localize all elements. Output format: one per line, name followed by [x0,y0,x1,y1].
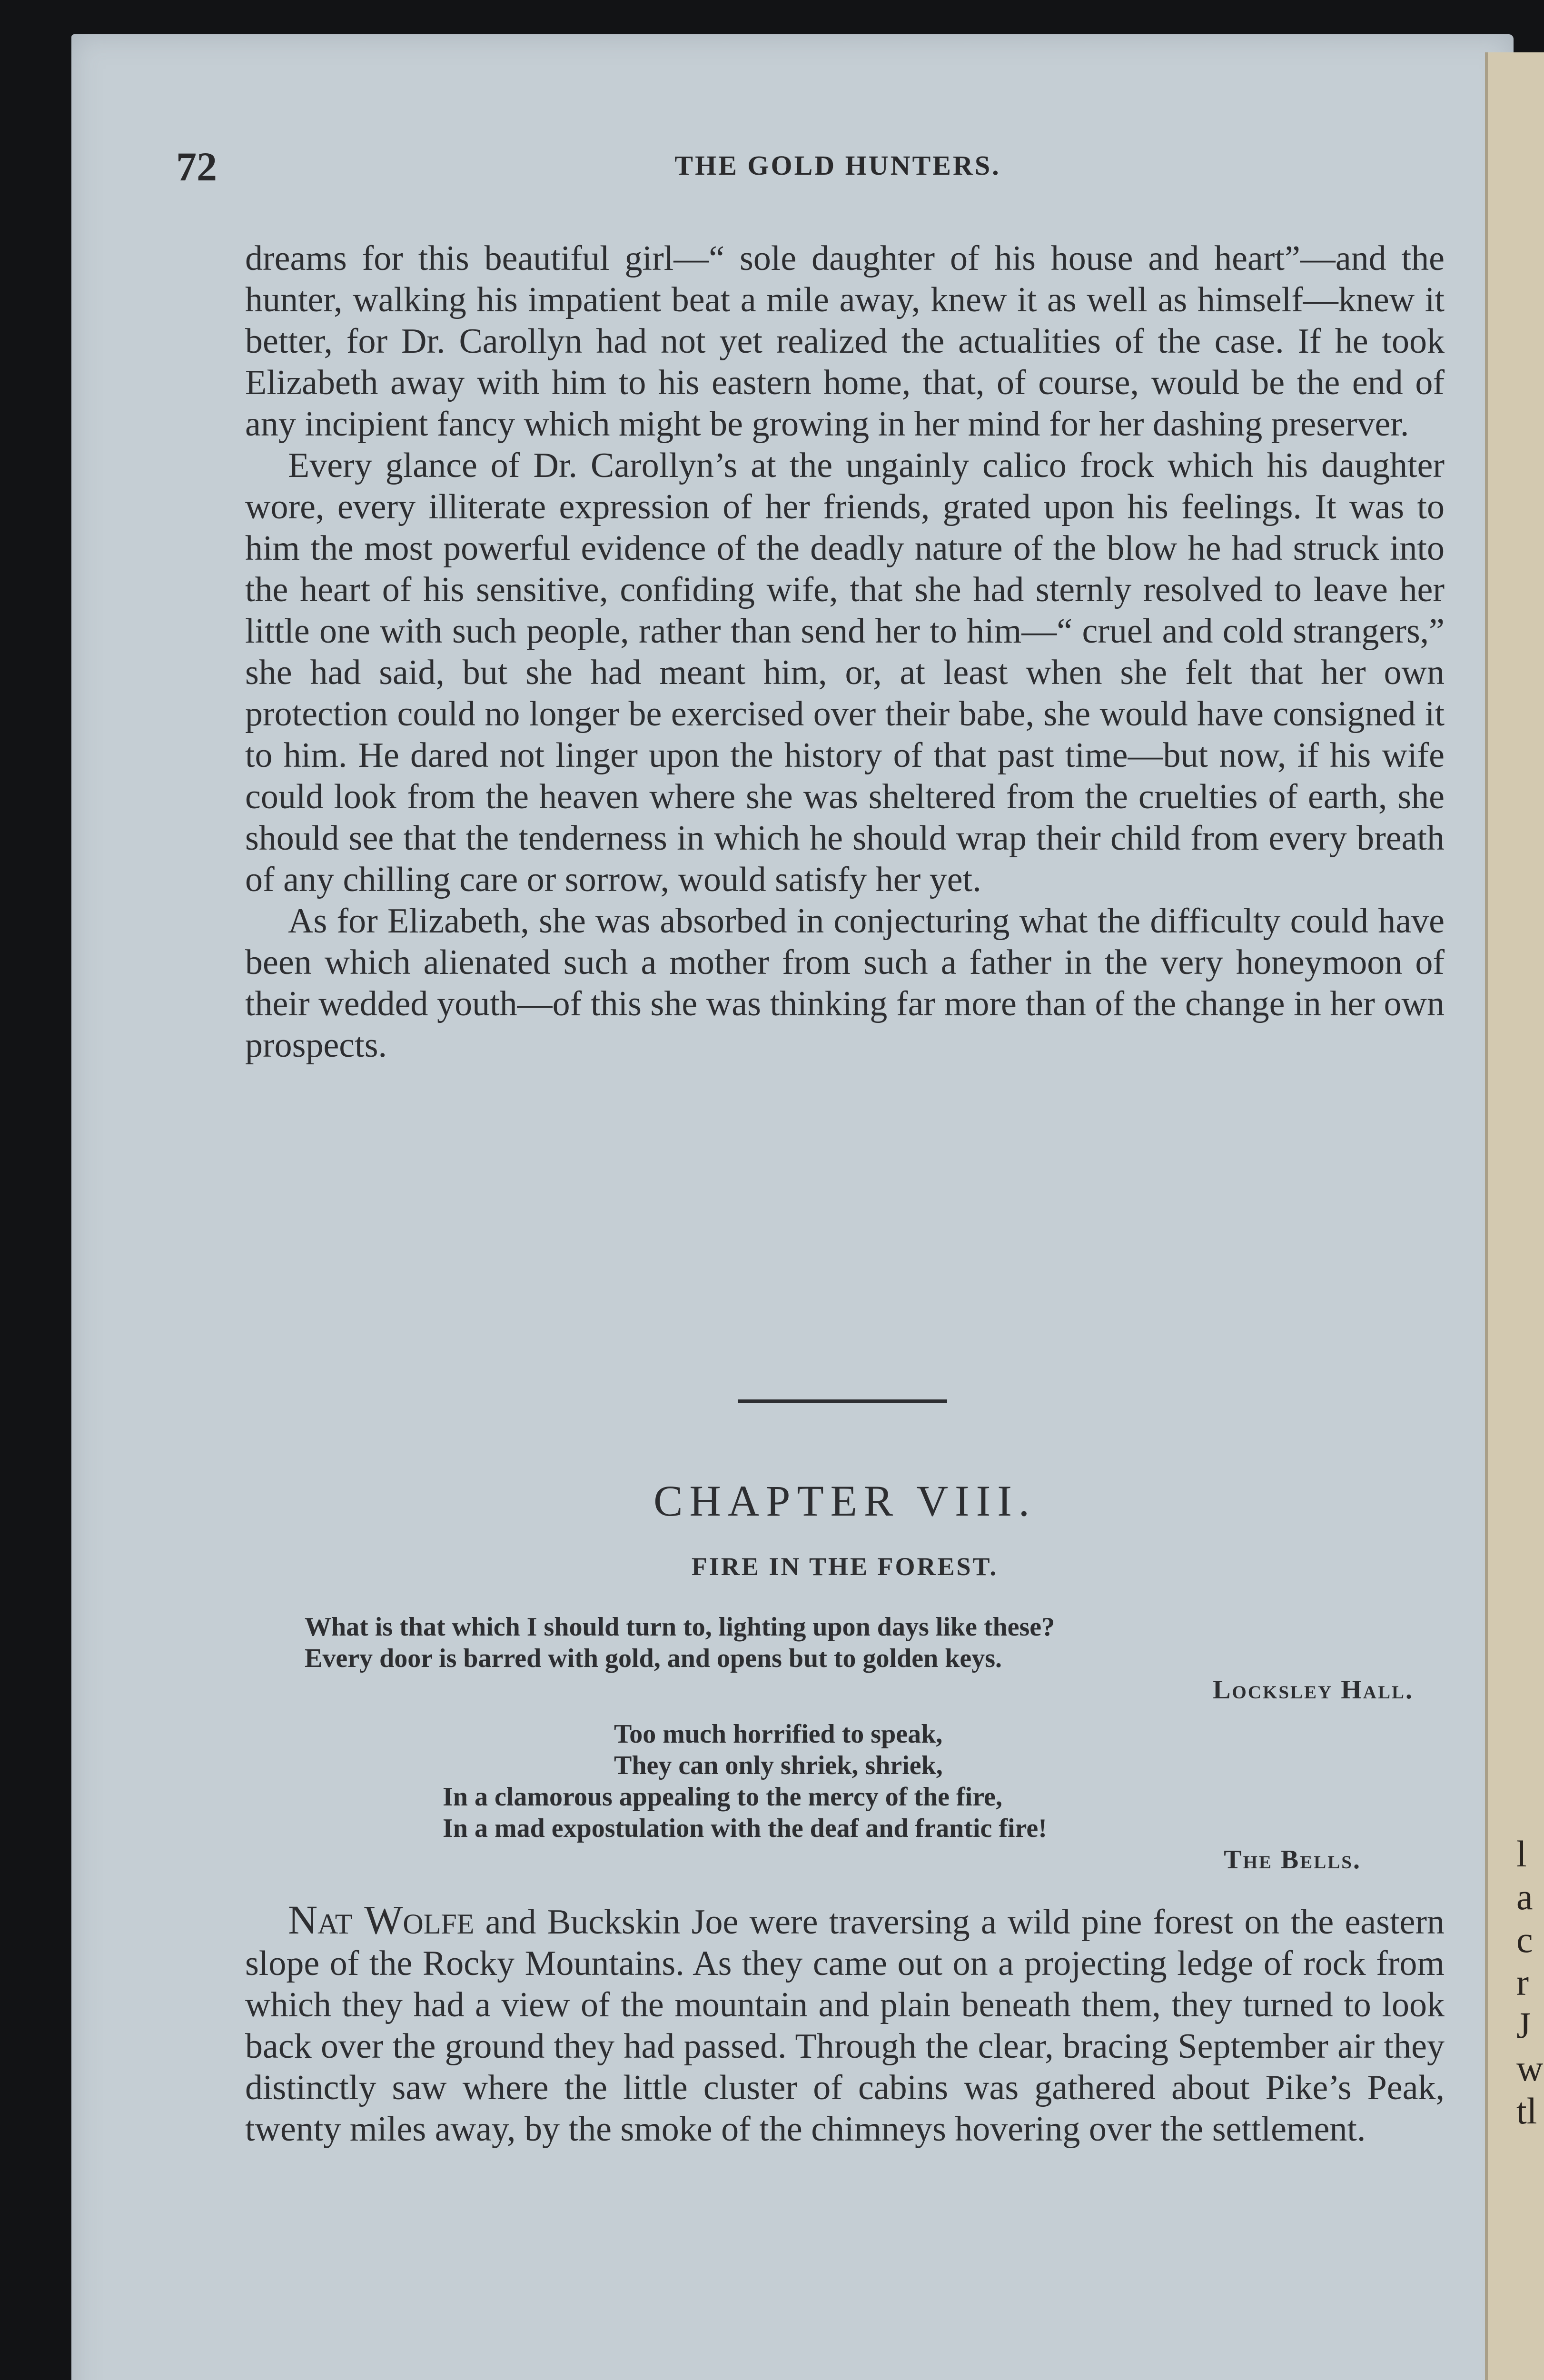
chapter-title: CHAPTER VIII. [653,1477,1036,1525]
paragraph: dreams for this beautiful girl—“ sole daughter of his house and heart”—and the hunter, walking his impatient beat a mile away, knew it as well as himself—knew it better, for Dr. Carollyn had not yet realized the actualities of the case. If he took Elizabeth away with him to his eastern home, that, of course, would be the end of any incipient fancy which might be growing in her mind for her dashing preserver. [245,239,1445,444]
chapter-subtitle: FIRE IN THE FOREST. [691,1552,999,1581]
epigraph-line: Every door is barred with gold, and opens but to golden keys. [305,1644,1002,1673]
section-divider [738,1399,947,1403]
edge-letter: tl [1516,2090,1537,2132]
epigraph-attribution: Locksley Hall. [1213,1675,1414,1705]
edge-letter: r [1516,1962,1529,2003]
epigraph-line: What is that which I should turn to, lighting upon days like these? [305,1612,1055,1642]
page-number: 72 [176,144,217,189]
epigraph-locksley-hall [305,1611,1414,1706]
opening-text: and Buckskin Joe were traversing a wild pine forest on the eastern slope of the Rocky Mountains. As they came out on a projecting ledge of rock from which they had a view of the mountain and plain beneath them, they turned to look back over the ground they had passed. Through the clear, bracing September air they distinctly saw where the little cluster of cabins was gathered about Pike’s Peak, twenty miles away, by the smoke of the chimneys hovering over the settlement. [245,1903,1445,2149]
chapter-opening [245,1899,1445,2150]
epigraph-the-bells [443,1718,1361,1875]
adjacent-page-letters [1516,1833,1544,2132]
paragraph: Every glance of Dr. Carollyn’s at the ungainly calico frock which his daughter wore, every illiterate expression of her friends, grated upon his feelings. It was to him the most powerful evidence of the deadly nature of the blow he had struck into the heart of his sensitive, confiding wife, that she had sternly resolved to leave her little one with such people, rather than send her to him—“ cruel and cold strangers,” she had said, but she had meant him, or, at least when she felt that her own protection could no longer be exercised over their babe, she would have consigned it to him. He dared not linger upon the history of that past time—but now, if his wife could look from the heaven where she was sheltered from the cruelties of earth, she should see that the tenderness in which he should wrap their child from every breath of any chilling care or sorrow, would satisfy her yet. [245,446,1445,899]
paragraph [245,1899,1445,2150]
epigraph-attribution: The Bells. [1224,1845,1361,1874]
epigraph-line: In a mad expostulation with the deaf and frantic fire! [443,1814,1047,1843]
epigraph-line: Too much horrified to speak, [614,1719,943,1749]
epigraph-line: In a clamorous appealing to the mercy of the fire, [443,1782,1002,1812]
edge-letter: a [1516,1876,1533,1917]
page-header [176,143,1442,190]
paragraph: As for Elizabeth, she was absorbed in conjecturing what the difficulty could have been which alienated such a mother from such a father in the very honeymoon of their wedded youth—of this she was thinking far more than of the change in her own prospects. [245,902,1445,1065]
edge-letter: l [1516,1833,1527,1874]
epigraph-line: They can only shriek, shriek, [614,1751,943,1780]
running-head: THE GOLD HUNTERS. [674,150,1001,181]
adjacent-page-edge [1485,52,1544,2380]
opening-small-caps: Nat Wolfe [288,1897,475,1943]
edge-letter: w [1516,2047,1544,2089]
edge-letter: c [1516,1919,1533,1960]
edge-letter: J [1516,2004,1531,2046]
body-text [245,238,1445,1066]
